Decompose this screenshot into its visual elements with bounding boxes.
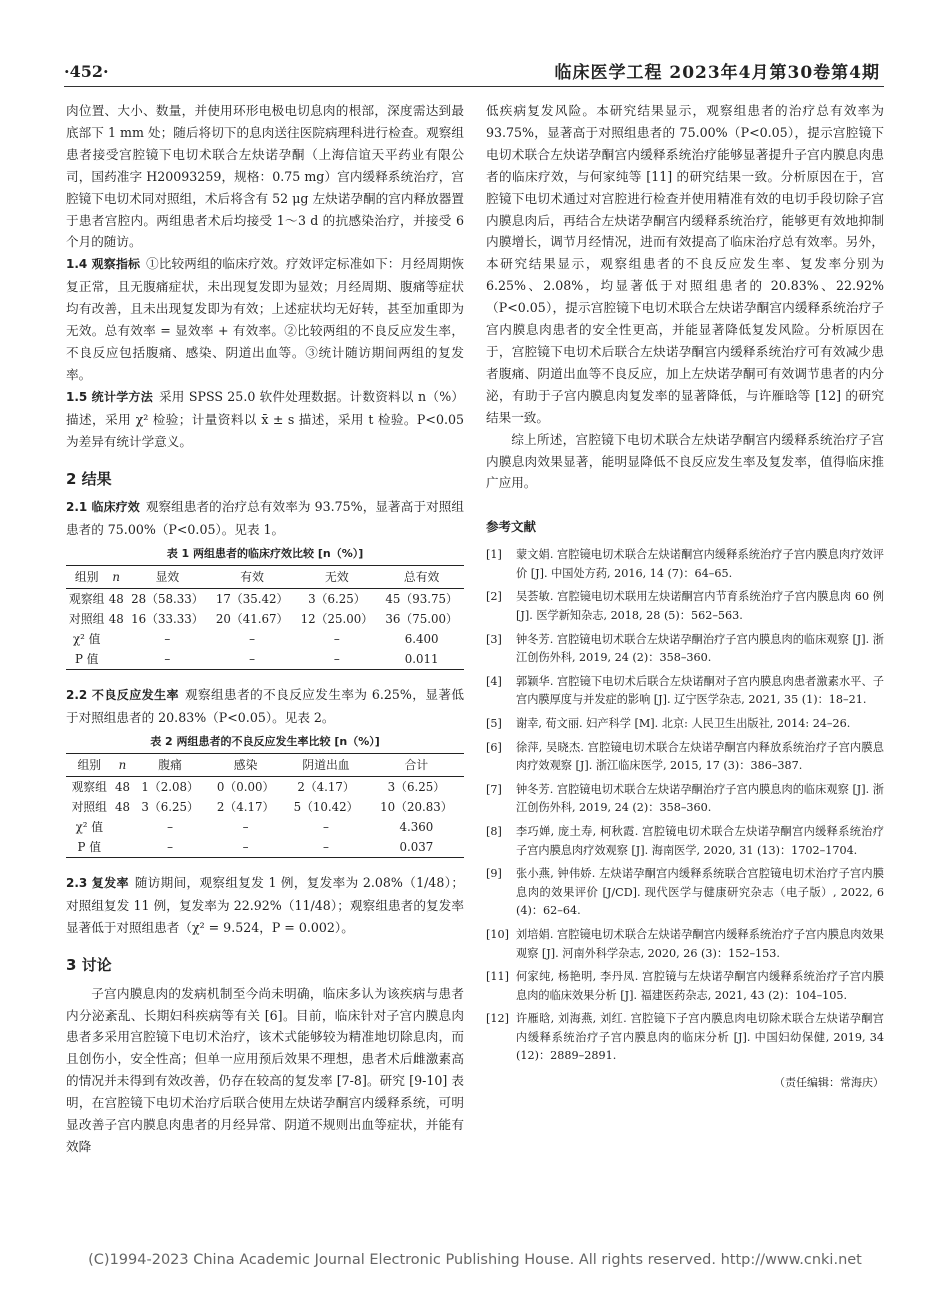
reference-item	[486, 739, 884, 776]
table-1-header: 组别	[66, 566, 107, 589]
table-cell: 10（20.83）	[380, 800, 453, 815]
section-2-2	[66, 684, 464, 729]
discussion-paragraph: 子宫内膜息肉的发病机制至今尚未明确，临床多认为该疾病与患者内分泌紊乱、长期妇科疾病等有关 [6]。目前，临床针对子宫内膜息肉患者多采用宫腔镜下电切术治疗，该术式能够较为精准地切除息肉，而且创伤小，安全性高；但单一应用预后效果不理想，患者术后雌激素高的情况并未得到有效改善，仍存在较高的复发率 [7-8]。研究 [9-10] 表明，在宫腔镜下电切术治疗后联合使用左炔诺孕酮宫内缓释系统，可明显改善子宫内膜息肉患者的月经异常、阴道不规则出血等症状，并能有效降	[66, 985, 464, 1154]
table-cell: 1（2.08）	[141, 780, 199, 795]
table-cell: –	[283, 837, 368, 858]
table-cell: χ² 值	[75, 820, 103, 835]
table-cell: 5（10.42）	[293, 800, 359, 815]
section-2-heading: 2 结果	[66, 469, 112, 488]
table-cell: 对照组	[71, 800, 107, 815]
page-header	[0, 44, 950, 84]
reference-number: [7]	[486, 782, 502, 796]
table-cell: 48	[114, 800, 130, 815]
reference-text: 钟冬芳. 宫腔镜电切术联合左炔诺孕酮治疗子宫内膜息肉的临床观察 [J]. 浙江创伤外科, 2019, 24 (2)：358–360.	[516, 632, 884, 665]
table-row	[66, 629, 464, 649]
table-cell: –	[167, 820, 174, 835]
section-2-2-text: 观察组患者的不良反应发生率为 6.25%，显著低于对照组患者的 20.83%（P<0.05）。见表 2。	[66, 687, 464, 726]
table-cell: 20（41.67）	[215, 612, 289, 627]
table-1-caption: 表 1 两组患者的临床疗效比较 [n（%）]	[166, 547, 364, 561]
table-row	[66, 777, 464, 798]
table-cell: 对照组	[69, 612, 105, 627]
section-3-heading: 3 讨论	[66, 955, 112, 974]
reference-number: [4]	[486, 674, 502, 688]
table-cell	[113, 837, 133, 858]
table-cell	[113, 817, 133, 837]
section-2-3-heading: 2.3 复发率	[66, 876, 129, 891]
reference-number: [10]	[486, 927, 509, 941]
table-2-header: n	[113, 754, 133, 777]
reference-text: 许雁晗, 刘海燕, 刘红. 宫腔镜下子宫内膜息肉电切除术联合左炔诺孕酮宫内缓释系统治疗子宫内膜息肉的临床分析 [J]. 中国妇幼保健, 2019, 34 (12)：2889–2891.	[516, 1012, 884, 1063]
table-cell: 2（4.17）	[297, 780, 355, 795]
reference-number: [2]	[486, 590, 502, 604]
reference-number: [5]	[486, 716, 502, 730]
table-cell: 0.011	[379, 649, 464, 670]
section-2-1	[66, 496, 464, 541]
table-cell: 48	[114, 780, 130, 795]
table-2-header: 感染	[208, 754, 284, 777]
reference-number: [9]	[486, 867, 502, 881]
table-row	[66, 837, 464, 858]
section-1-5-heading: 1.5 统计学方法	[66, 389, 153, 404]
reference-item	[486, 673, 884, 710]
reference-text: 吴荟敏. 宫腔镜电切术联用左炔诺酮宫内节育系统治疗子宫内膜息肉 60 例 [J]. 医学新知杂志, 2018, 28 (5)：562–563.	[516, 590, 884, 622]
left-column	[66, 100, 464, 1158]
discussion-continued: 低疾病复发风险。本研究结果显示，观察组患者的治疗总有效率为 93.75%，显著高于对照组患者的 75.00%（P<0.05），提示宫腔镜下电切术联合左炔诺孕酮宫内缓释系统治疗能够显著提升子宫内膜息肉患者的临床疗效，与何家纯等 [11] 的研究结果一致。分析原因在于，宫腔镜下电切术通过对宫腔进行检查并使用精准有效的电切手段切除子宫内膜息肉后，再结合左炔诺孕酮宫内缓释系统治疗，能够更有效地抑制内膜增长，调节月经情况，进而有效提高了临床治疗总有效率。另外，本研究结果显示，观察组患者的不良反应发生率、复发率分别为 6.25%、2.08%，均显著低于对照组患者的 20.83%、22.92%（P<0.05），提示宫腔镜下电切术联合左炔诺孕酮宫内缓释系统治疗子宫内膜息肉患者的安全性更高，并能显著降低复发风险。分析原因在于，宫腔镜下电切术后联合左炔诺孕酮宫内缓释系统治疗可有效减少患者腹痛、阴道出血等不良反应，加上左炔诺孕酮可有效调节患者的内分泌，有助于子宫内膜息肉复发率的显著降低，与许雁晗等 [12] 的研究结果一致。	[486, 103, 884, 425]
reference-item	[486, 546, 884, 583]
table-cell: 4.360	[399, 820, 434, 835]
table-cell: P 值	[66, 649, 107, 670]
reference-item	[486, 588, 884, 625]
header-rule	[64, 86, 884, 87]
table-cell: 观察组	[69, 592, 105, 607]
reference-text: 张小燕, 钟伟娇. 左炔诺孕酮宫内缓释系统联合宫腔镜电切术治疗子宫内膜息肉的效果评价 [J/CD]. 现代医学与健康研究杂志（电子版）, 2022, 6 (4)：62–64.	[516, 867, 884, 918]
reference-text: 何家纯, 杨艳明, 李丹凤. 宫腔镜与左炔诺孕酮宫内缓释系统治疗子宫内膜息肉的临床效果分析 [J]. 福建医药杂志, 2021, 43 (2)：104–105.	[516, 970, 884, 1002]
methods-paragraph: 肉位置、大小、数量，并使用环形电极电切息肉的根部，深度需达到最底部下 1 mm 处；随后将切下的息肉送往医院病理科进行检查。观察组患者接受宫腔镜下电切术联合左炔诺孕酮（上海信谊天平药业有限公司，国药准字 H20093259，规格：0.75 mg）宫内缓释系统治疗，宫腔镜下电切术同对照组，术后将含有 52 μg 左炔诺孕酮的宫内释放器置于患者宫腔内。两组患者术后均接受 1～3 d 的抗感染治疗，并接受 6 个月的随访。	[66, 103, 464, 250]
references-title: 参考文献	[486, 519, 537, 535]
table-2-caption: 表 2 两组患者的不良反应发生率比较 [n（%）]	[150, 735, 380, 749]
reference-text: 钟冬芳. 宫腔镜电切术联合左炔诺孕酮治疗子宫内膜息肉的临床观察 [J]. 浙江创伤外科, 2019, 24 (2)：358–360.	[516, 782, 884, 815]
table-1-header: 有效	[210, 566, 295, 589]
reference-text: 徐萍, 吴晓杰. 宫腔镜电切术联合左炔诺孕酮宫内释放系统治疗子宫内膜息肉疗效观察 [J]. 浙江临床医学, 2015, 17 (3)：386–387.	[516, 740, 884, 773]
section-2-1-heading: 2.1 临床疗效	[66, 500, 140, 515]
table-2-header: 合计	[369, 754, 464, 777]
reference-list	[486, 546, 884, 1066]
table-1	[66, 565, 464, 670]
table-cell: 0（0.00）	[216, 780, 275, 795]
table-row	[66, 649, 464, 670]
table-cell: 6.400	[404, 632, 439, 647]
table-cell: 16（33.33）	[131, 612, 204, 627]
table-1-header-row	[66, 566, 464, 589]
table-2-header: 阴道出血	[283, 754, 368, 777]
reference-text: 李巧婵, 庞土寿, 柯秋霞. 宫腔镜电切术联合左炔诺孕酮宫内缓释系统治疗子宫内膜息肉疗效观察 [J]. 海南医学, 2020, 31 (13)：1702–1704.	[516, 824, 884, 857]
reference-text: 谢幸, 荀文丽. 妇产科学 [M]. 北京: 人民卫生出版社, 2014: 24–26.	[516, 716, 851, 730]
table-cell: –	[333, 632, 340, 647]
reference-number: [12]	[486, 1012, 509, 1026]
responsible-editor: （责任编辑：常海庆）	[774, 1076, 884, 1090]
reference-item	[486, 1010, 884, 1066]
table-2-header-row	[66, 754, 464, 777]
section-2-3-text: 随访期间，观察组复发 1 例，复发率为 2.08%（1/48）；对照组复发 11 例，复发率为 22.92%（11/48）；观察组患者的复发率显著低于对照组患者（χ² = 9.524，P = 0.002）。	[66, 875, 464, 935]
table-cell: 48	[108, 612, 124, 627]
table-row	[66, 817, 464, 837]
reference-item	[486, 781, 884, 818]
reference-item	[486, 715, 884, 734]
table-cell	[107, 649, 125, 670]
table-cell: 48	[108, 592, 124, 607]
reference-item	[486, 631, 884, 668]
table-1-header: 显效	[125, 566, 210, 589]
table-cell: P 值	[66, 837, 113, 858]
reference-number: [1]	[486, 548, 502, 562]
table-1-header: 无效	[294, 566, 379, 589]
table-cell: χ² 值	[73, 632, 101, 647]
table-cell: 2（4.17）	[216, 800, 275, 815]
table-cell: –	[323, 820, 329, 835]
reference-text: 蒙文娟. 宫腔镜电切术联合左炔诺酮宫内缓释系统治疗子宫内膜息肉疗效评价 [J]. 中国处方药, 2016, 14 (7)：64–65.	[516, 548, 884, 580]
section-1-4-heading: 1.4 观察指标	[66, 257, 141, 272]
table-cell: –	[125, 649, 210, 670]
table-cell: 3（6.25）	[387, 780, 446, 795]
reference-number: [8]	[486, 824, 502, 838]
section-1-5	[66, 386, 464, 453]
table-cell: –	[132, 837, 208, 858]
table-cell: –	[210, 649, 295, 670]
table-2-header: 腹痛	[132, 754, 208, 777]
page-number: ·452·	[64, 62, 109, 81]
table-cell: 45（93.75）	[385, 592, 458, 607]
table-2-header: 组别	[66, 754, 113, 777]
table-cell: 观察组	[71, 780, 107, 795]
reference-item	[486, 823, 884, 860]
reference-item	[486, 968, 884, 1005]
table-cell: 17（35.42）	[215, 592, 289, 607]
reference-number: [3]	[486, 632, 502, 646]
conclusion-paragraph: 综上所述，宫腔镜下电切术联合左炔诺孕酮宫内缓释系统治疗子宫内膜息肉效果显著，能明显降低不良反应发生率及复发率，值得临床推广应用。	[486, 431, 884, 491]
reference-item	[486, 865, 884, 921]
section-1-4	[66, 253, 464, 385]
reference-number: [6]	[486, 740, 502, 754]
copyright-footer: (C)1994-2023 China Academic Journal Electronic Publishing House. All rights reserved. http://www.cnki.net	[88, 1252, 862, 1268]
table-1-header: 总有效	[379, 566, 464, 589]
table-cell: 36（75.00）	[385, 612, 458, 627]
table-row	[66, 589, 464, 610]
table-cell: 3（6.25）	[308, 592, 366, 607]
table-cell: 3（6.25）	[141, 800, 199, 815]
table-cell: –	[164, 632, 171, 647]
section-1-4-text: ①比较两组的临床疗效。疗效评定标准如下：月经周期恢复正常，且无腹痛症状，未出现复发即为显效；月经周期、腹痛等症状均有改善，且未出现复发即为有效；上述症状均无好转，甚至加重即为无效。总有效率 = 显效率 + 有效率。②比较两组的不良反应发生率，不良反应包括腹痛、感染、阴道出血等。③统计随访期间两组的复发率。	[66, 256, 464, 382]
reference-text: 郭颖华. 宫腔镜下电切术后联合左炔诺酮对子宫内膜息肉患者激素水平、子宫内膜厚度与并发症的影响 [J]. 辽宁医学杂志, 2021, 35 (1)：18–21.	[516, 674, 884, 707]
table-cell: 0.037	[369, 837, 464, 858]
table-cell	[107, 629, 125, 649]
table-1-header: n	[107, 566, 125, 589]
section-2-3	[66, 872, 464, 939]
table-2	[66, 753, 464, 858]
table-row	[66, 797, 464, 817]
section-1-5-text: 采用 SPSS 25.0 软件处理数据。计数资料以 n（%）描述，采用 χ² 检验；计量资料以 x̄ ± s 描述，采用 t 检验。P<0.05 为差异有统计学意义。	[66, 388, 465, 449]
table-cell: –	[294, 649, 379, 670]
table-cell: 28（58.33）	[131, 592, 204, 607]
reference-item	[486, 926, 884, 963]
journal-title: 临床医学工程 2023年4月第30卷第4期	[554, 63, 880, 83]
right-column	[486, 100, 884, 1094]
table-cell: 12（25.00）	[300, 612, 374, 627]
table-cell: –	[208, 837, 284, 858]
section-2-1-text: 观察组患者的治疗总有效率为 93.75%，显著高于对照组患者的 75.00%（P<0.05）。见表 1。	[66, 499, 465, 538]
section-2-2-heading: 2.2 不良反应发生率	[66, 688, 179, 703]
reference-text: 刘培娟. 宫腔镜电切术联合左炔诺孕酮宫内缓释系统治疗子宫内膜息肉效果观察 [J]. 河南外科学杂志, 2020, 26 (3)：152–153.	[516, 927, 884, 960]
table-row	[66, 609, 464, 629]
table-cell: –	[242, 820, 249, 835]
table-cell: –	[249, 632, 256, 647]
reference-number: [11]	[486, 970, 509, 984]
